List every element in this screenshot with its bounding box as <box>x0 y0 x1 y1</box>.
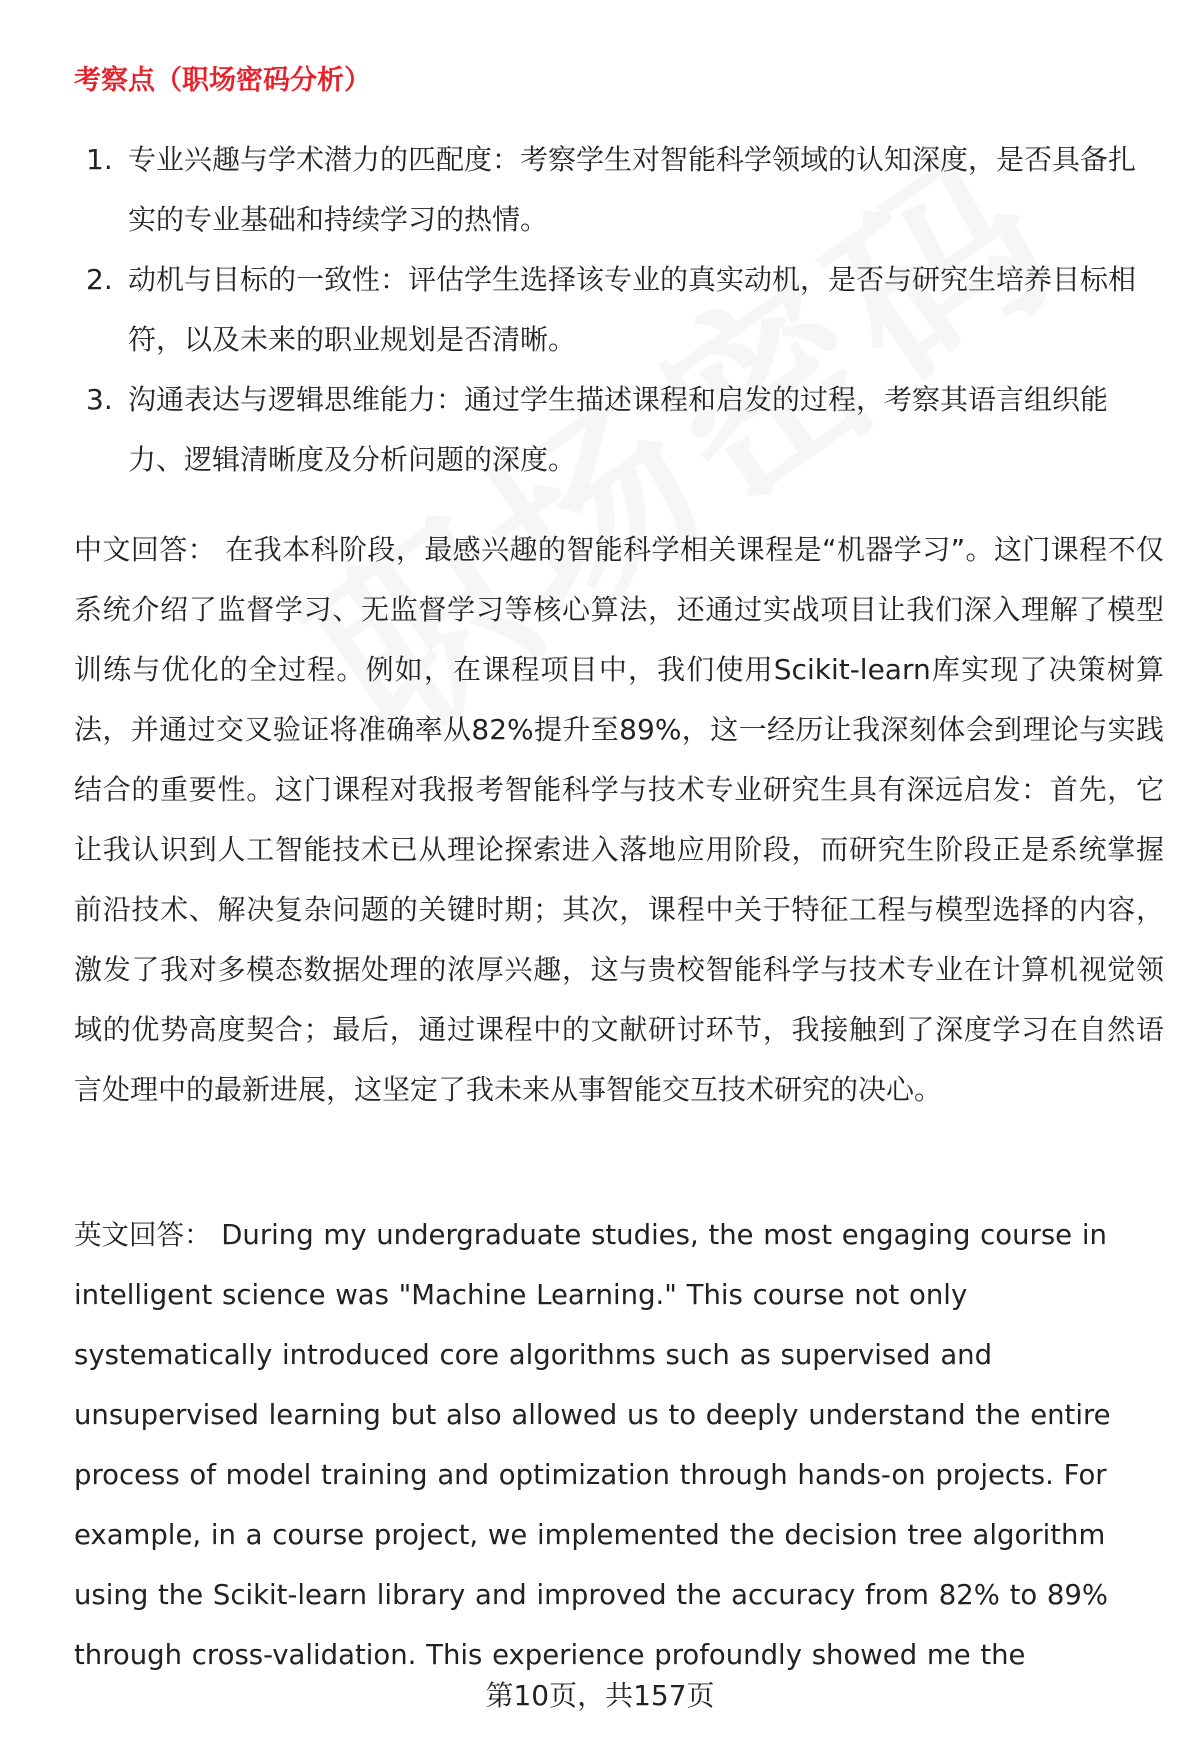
assessment-points-list <box>74 130 1154 490</box>
list-item <box>74 250 1154 370</box>
section-heading: 考察点（职场密码分析） <box>74 65 371 96</box>
list-item <box>74 130 1154 250</box>
list-item-text: 动机与目标的一致性：评估学生选择该专业的真实动机，是否与研究生培养目标相符，以及未来的职业规划是否清晰。 <box>128 263 1137 356</box>
english-answer-paragraph: 英文回答： During my undergraduate studies, the most engaging course in intelligent science was "Machine Learning." This course not only systematically introduced core algorithms such as supervised and unsupervised learning but also allowed us to deeply understand the entire process of model training and optimization through hands-on projects. For example, in a course project, we implemented the decision tree algorithm using the Scikit-learn library and improved the accuracy from 82% to 89% through cross-validation. This experience profoundly showed me the <box>74 1219 1111 1671</box>
list-item-number: 2. <box>86 263 113 296</box>
page-number-footer: 第10页，共157页 <box>485 1679 715 1712</box>
list-item-text: 沟通表达与逻辑思维能力：通过学生描述课程和启发的过程，考察其语言组织能力、逻辑清晰度及分析问题的深度。 <box>128 383 1109 476</box>
list-item-number: 1. <box>86 143 113 176</box>
chinese-answer-paragraph: 中文回答： 在我本科阶段，最感兴趣的智能科学相关课程是“机器学习”。这门课程不仅系统介绍了监督学习、无监督学习等核心算法，还通过实战项目让我们深入理解了模型训练与优化的全过程。例如，在课程项目中，我们使用Scikit-learn库实现了决策树算法，并通过交叉验证将准确率从82%提升至89%，这一经历让我深刻体会到理论与实践结合的重要性。这门课程对我报考智能科学与技术专业研究生具有深远启发：首先，它让我认识到人工智能技术已从理论探索进入落地应用阶段，而研究生阶段正是系统掌握前沿技术、解决复杂问题的关键时期；其次，课程中关于特征工程与模型选择的内容，激发了我对多模态数据处理的浓厚兴趣，这与贵校智能科学与技术专业在计算机视觉领域的优势高度契合；最后，通过课程中的文献研讨环节，我接触到了深度学习在自然语言处理中的最新进展，这坚定了我未来从事智能交互技术研究的决心。 <box>74 533 1164 1106</box>
list-item-number: 3. <box>86 383 113 416</box>
list-item <box>74 370 1154 490</box>
list-item-text: 专业兴趣与学术潜力的匹配度：考察学生对智能科学领域的认知深度，是否具备扎实的专业基础和持续学习的热情。 <box>128 143 1137 236</box>
